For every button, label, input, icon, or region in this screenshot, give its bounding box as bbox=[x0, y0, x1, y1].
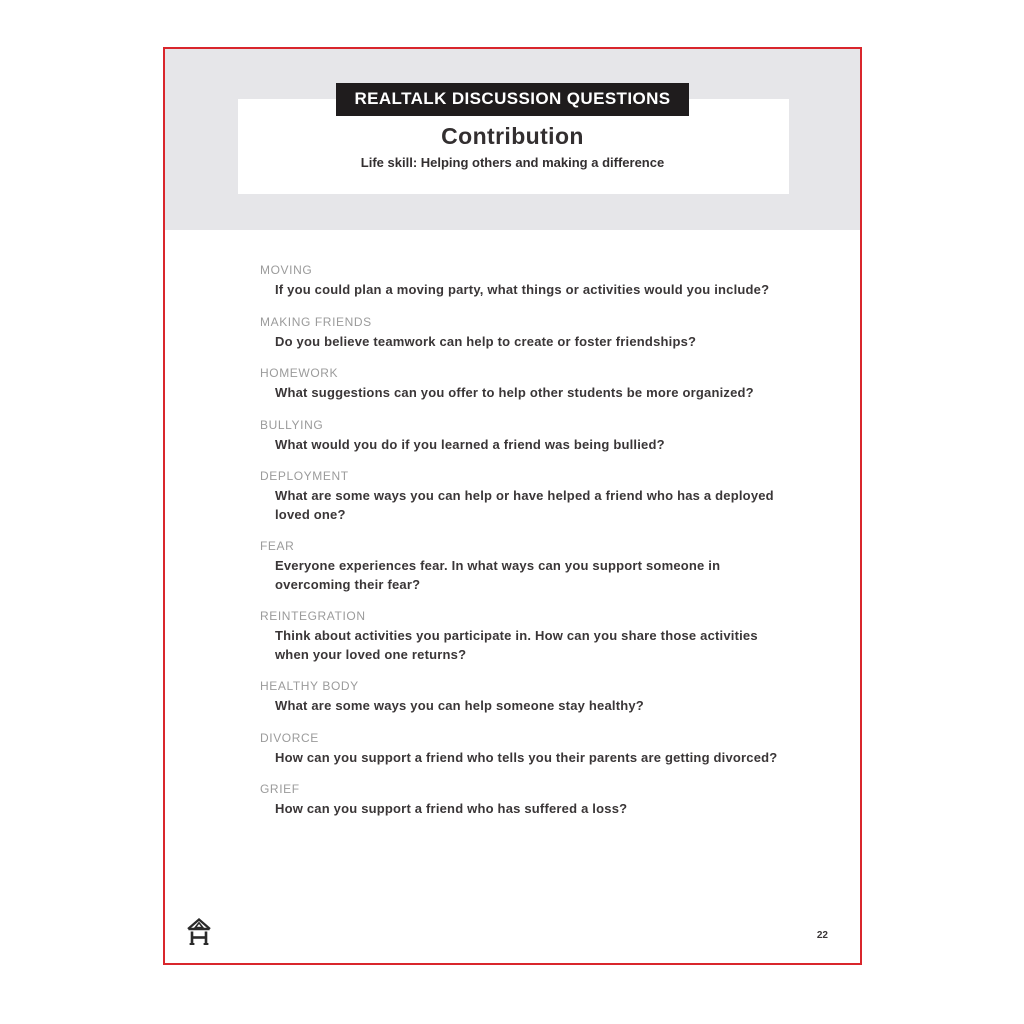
worksheet-page bbox=[163, 47, 862, 965]
section-making-friends bbox=[260, 315, 810, 352]
section-deployment bbox=[260, 469, 810, 524]
house-logo-icon bbox=[185, 917, 213, 947]
section-question: What suggestions can you offer to help other students be more organized? bbox=[275, 385, 754, 400]
section-question: Think about activities you participate in. How can you share those activities when your loved one returns? bbox=[275, 628, 758, 662]
section-divorce bbox=[260, 731, 810, 768]
question-list bbox=[260, 263, 810, 834]
section-label: FEAR bbox=[260, 539, 295, 553]
section-reintegration bbox=[260, 609, 810, 664]
section-label: MAKING FRIENDS bbox=[260, 314, 372, 329]
banner-label: REALTALK DISCUSSION QUESTIONS bbox=[336, 83, 688, 116]
page-title: Contribution bbox=[441, 123, 584, 149]
section-question: Everyone experiences fear. In what ways can you support someone in overcoming their fear? bbox=[275, 558, 721, 592]
section-question: If you could plan a moving party, what things or activities would you include? bbox=[275, 282, 770, 297]
section-question: What would you do if you learned a friend was being bullied? bbox=[275, 436, 665, 452]
section-grief bbox=[260, 782, 810, 819]
section-question: What are some ways you can help or have helped a friend who has a deployed loved one? bbox=[275, 488, 774, 522]
section-question: How can you support a friend who has suffered a loss? bbox=[275, 801, 628, 816]
section-label: DEPLOYMENT bbox=[260, 469, 349, 483]
section-label: HEALTHY BODY bbox=[260, 679, 359, 693]
section-label: BULLYING bbox=[260, 417, 324, 432]
section-label: GRIEF bbox=[260, 782, 300, 796]
page-subtitle: Life skill: Helping others and making a difference bbox=[360, 155, 665, 170]
section-question: What are some ways you can help someone stay healthy? bbox=[275, 698, 644, 713]
section-healthy-body bbox=[260, 679, 810, 716]
section-homework bbox=[260, 366, 810, 403]
section-label: HOMEWORK bbox=[260, 366, 339, 380]
section-bullying bbox=[260, 418, 810, 455]
banner-wrap bbox=[165, 83, 860, 116]
section-moving bbox=[260, 263, 810, 300]
section-label: MOVING bbox=[260, 263, 313, 277]
section-question: Do you believe teamwork can help to create or foster friendships? bbox=[275, 333, 697, 349]
page-number: 22 bbox=[816, 930, 828, 941]
section-label: REINTEGRATION bbox=[260, 609, 366, 623]
section-fear bbox=[260, 539, 810, 594]
section-label: DIVORCE bbox=[260, 730, 319, 745]
section-question: How can you support a friend who tells you their parents are getting divorced? bbox=[275, 749, 778, 765]
